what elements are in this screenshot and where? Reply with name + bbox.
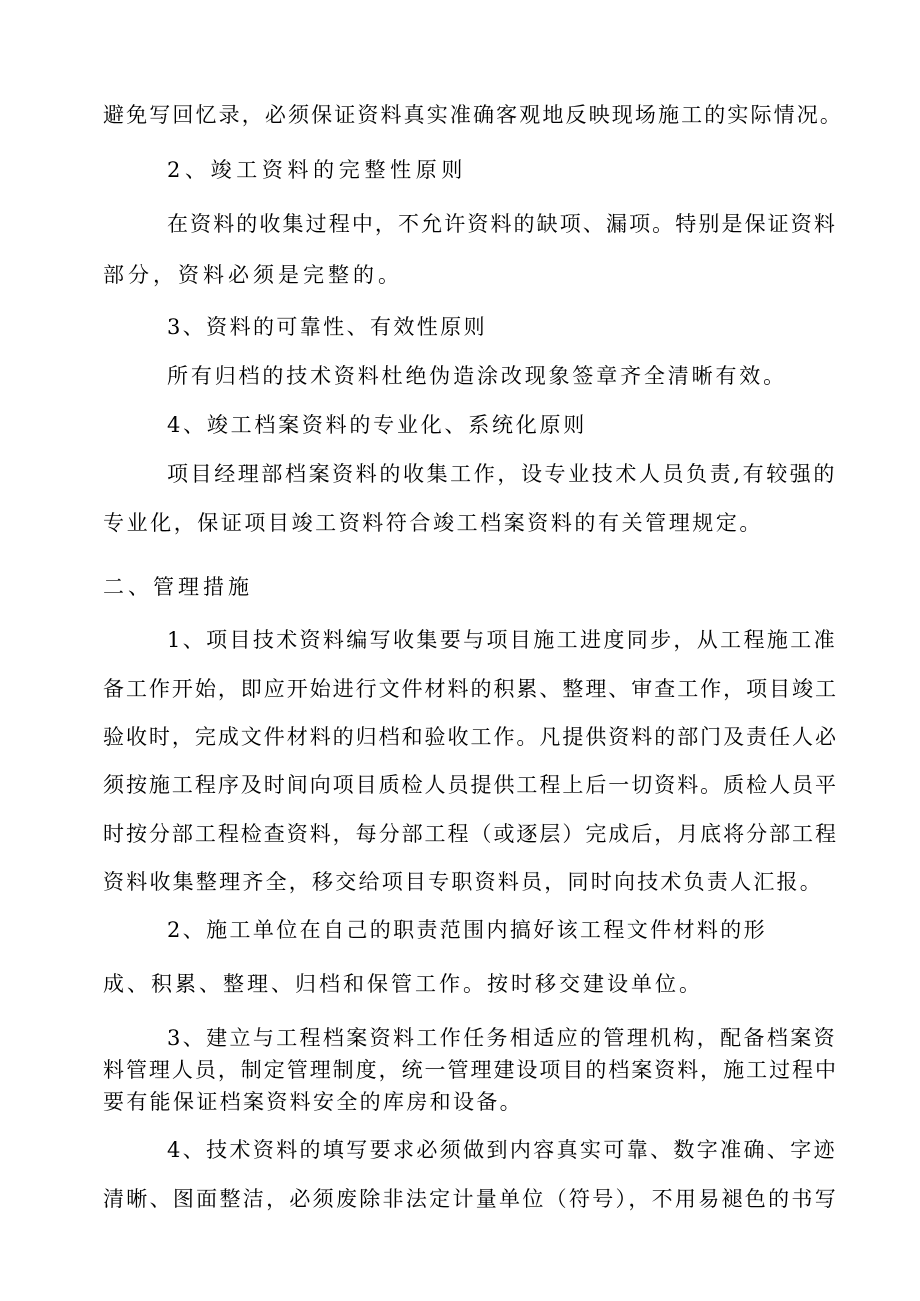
text-line: 项目经理部档案资料的收集工作，设专业技术人员负责,有较强的 xyxy=(167,462,837,486)
section-heading-3: 3、资料的可靠性、有效性原则 xyxy=(167,315,487,339)
text-line: 专业化，保证项目竣工资料符合竣工档案资料的有关管理规定。 xyxy=(103,511,763,535)
text-line: 清晰、图面整洁，必须废除非法定计量单位（符号），不用易褪色的书写 xyxy=(103,1187,838,1211)
text-line: 3、建立与工程档案资料工作任务相适应的管理机构，配备档案资 xyxy=(167,1026,837,1050)
text-line: 料管理人员，制定管理制度，统一管理建设项目的档案资料，施工过程中 xyxy=(103,1058,838,1082)
section-heading-2: 2、竣工资料的完整性原则 xyxy=(167,158,467,182)
text-line: 在资料的收集过程中，不允许资料的缺项、漏项。特别是保证资料 xyxy=(167,212,837,236)
text-line: 须按施工程序及时间向项目质检人员提供工程上后一切资料。质检人员平 xyxy=(103,773,838,797)
text-line: 避免写回忆录，必须保证资料真实准确客观地反映现场施工的实际情况。 xyxy=(103,103,843,127)
section-heading-4: 4、竣工档案资料的专业化、系统化原则 xyxy=(167,413,587,437)
text-line: 所有归档的技术资料杜绝伪造涂改现象签章齐全清晰有效。 xyxy=(167,364,787,388)
text-line: 2、施工单位在自己的职责范围内搞好该工程文件材料的形 xyxy=(167,918,767,942)
text-line: 部分，资料必须是完整的。 xyxy=(103,263,403,287)
text-line: 资料收集整理齐全，移交给项目专职资料员，同时向技术负责人汇报。 xyxy=(103,870,823,894)
text-line: 成、积累、整理、归档和保管工作。按时移交建设单位。 xyxy=(103,972,703,996)
text-line: 时按分部工程检查资料，每分部工程（或逐层）完成后，月底将分部工程 xyxy=(103,822,838,846)
text-line: 备工作开始，即应开始进行文件材料的积累、整理、审查工作，项目竣工 xyxy=(103,677,838,701)
text-line: 要有能保证档案资料安全的库房和设备。 xyxy=(103,1090,523,1114)
text-line: 验收时，完成文件材料的归档和验收工作。凡提供资料的部门及责任人必 xyxy=(103,725,838,749)
text-line: 1、项目技术资料编写收集要与项目施工进度同步，从工程施工准 xyxy=(167,628,837,652)
text-line: 4、技术资料的填写要求必须做到内容真实可靠、数字准确、字迹 xyxy=(167,1138,837,1162)
chapter-heading: 二、管理措施 xyxy=(103,575,253,599)
